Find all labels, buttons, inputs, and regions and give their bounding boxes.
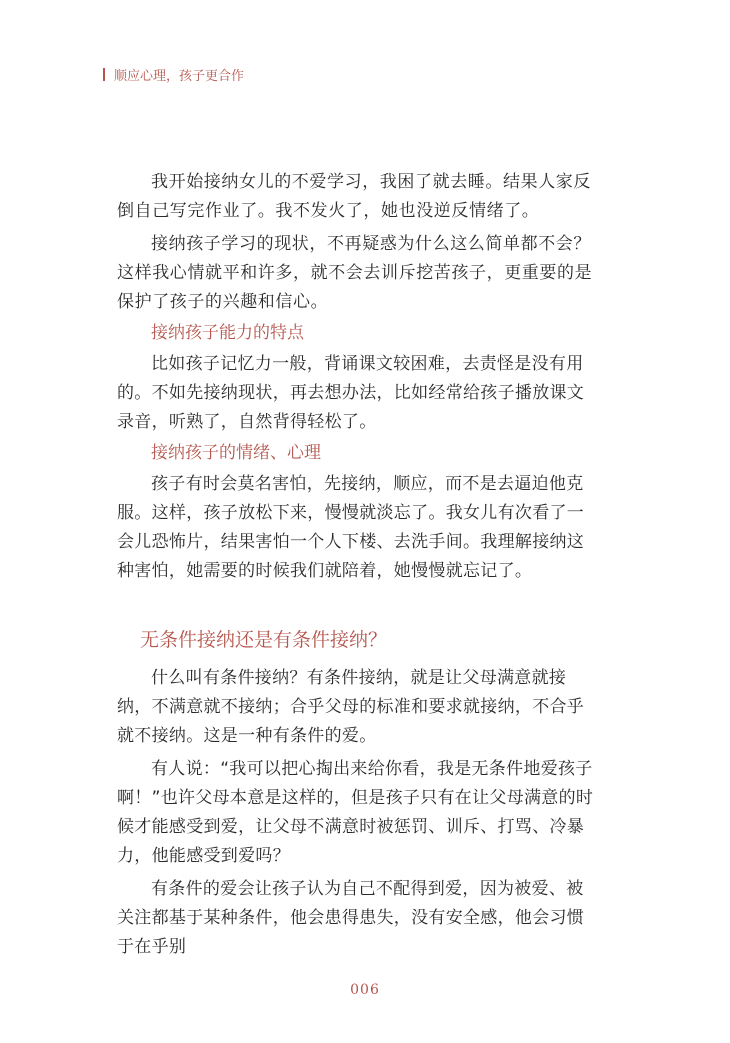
body-text-section bbox=[117, 664, 597, 962]
running-header bbox=[103, 66, 244, 82]
page-number: 006 bbox=[350, 982, 380, 998]
paragraph: 什么叫有条件接纳？有条件接纳，就是让父母满意就接纳，不满意就不接纳；合乎父母的标准和要求就接纳，不合乎就不接纳。这是一种有条件的爱。 bbox=[117, 668, 585, 746]
running-title: 顺应心理，孩子更合作 bbox=[114, 68, 245, 84]
paragraph: 孩子有时会莫名害怕，先接纳，顺应，而不是去逼迫他克服。这样，孩子放松下来，慢慢就淡忘了。我女儿有次看了一会儿恐怖片，结果害怕一个人下楼、去洗手间。我理解接纳这种害怕，她需要的时候我们就陪着，她慢慢就忘记了。 bbox=[117, 474, 585, 581]
body-text-top bbox=[117, 168, 597, 586]
paragraph: 比如孩子记忆力一般，背诵课文较困难，去责怪是没有用的。不如先接纳现状，再去想办法，比如经常给孩子播放课文录音，听熟了，自然背得轻松了。 bbox=[117, 354, 585, 432]
subsection-heading-ability: 接纳孩子能力的特点 bbox=[151, 323, 304, 343]
paragraph: 有条件的爱会让孩子认为自己不配得到爱，因为被爱、被关注都基于某种条件，他会患得患失，没有安全感，他会习惯于在乎别 bbox=[117, 879, 585, 957]
paragraph: 接纳孩子学习的现状，不再疑惑为什么这么简单都不会？这样我心情就平和许多，就不会去训斥挖苦孩子，更重要的是保护了孩子的兴趣和信心。 bbox=[117, 234, 593, 312]
paragraph: 我开始接纳女儿的不爱学习，我困了就去睡。结果人家反倒自己写完作业了。我不发火了，她也没逆反情绪了。 bbox=[117, 172, 591, 221]
section-title: 无条件接纳还是有条件接纳？ bbox=[140, 629, 388, 651]
subsection-heading-emotion: 接纳孩子的情绪、心理 bbox=[151, 443, 321, 463]
paragraph: 有人说：“我可以把心掏出来给你看，我是无条件地爱孩子啊！”也许父母本意是这样的，但是孩子只有在让父母满意的时候才能感受到爱，让父母不满意时被惩罚、训斥、打骂、冷暴力，他能感受到爱吗？ bbox=[117, 759, 594, 866]
header-divider-bar bbox=[103, 68, 105, 81]
